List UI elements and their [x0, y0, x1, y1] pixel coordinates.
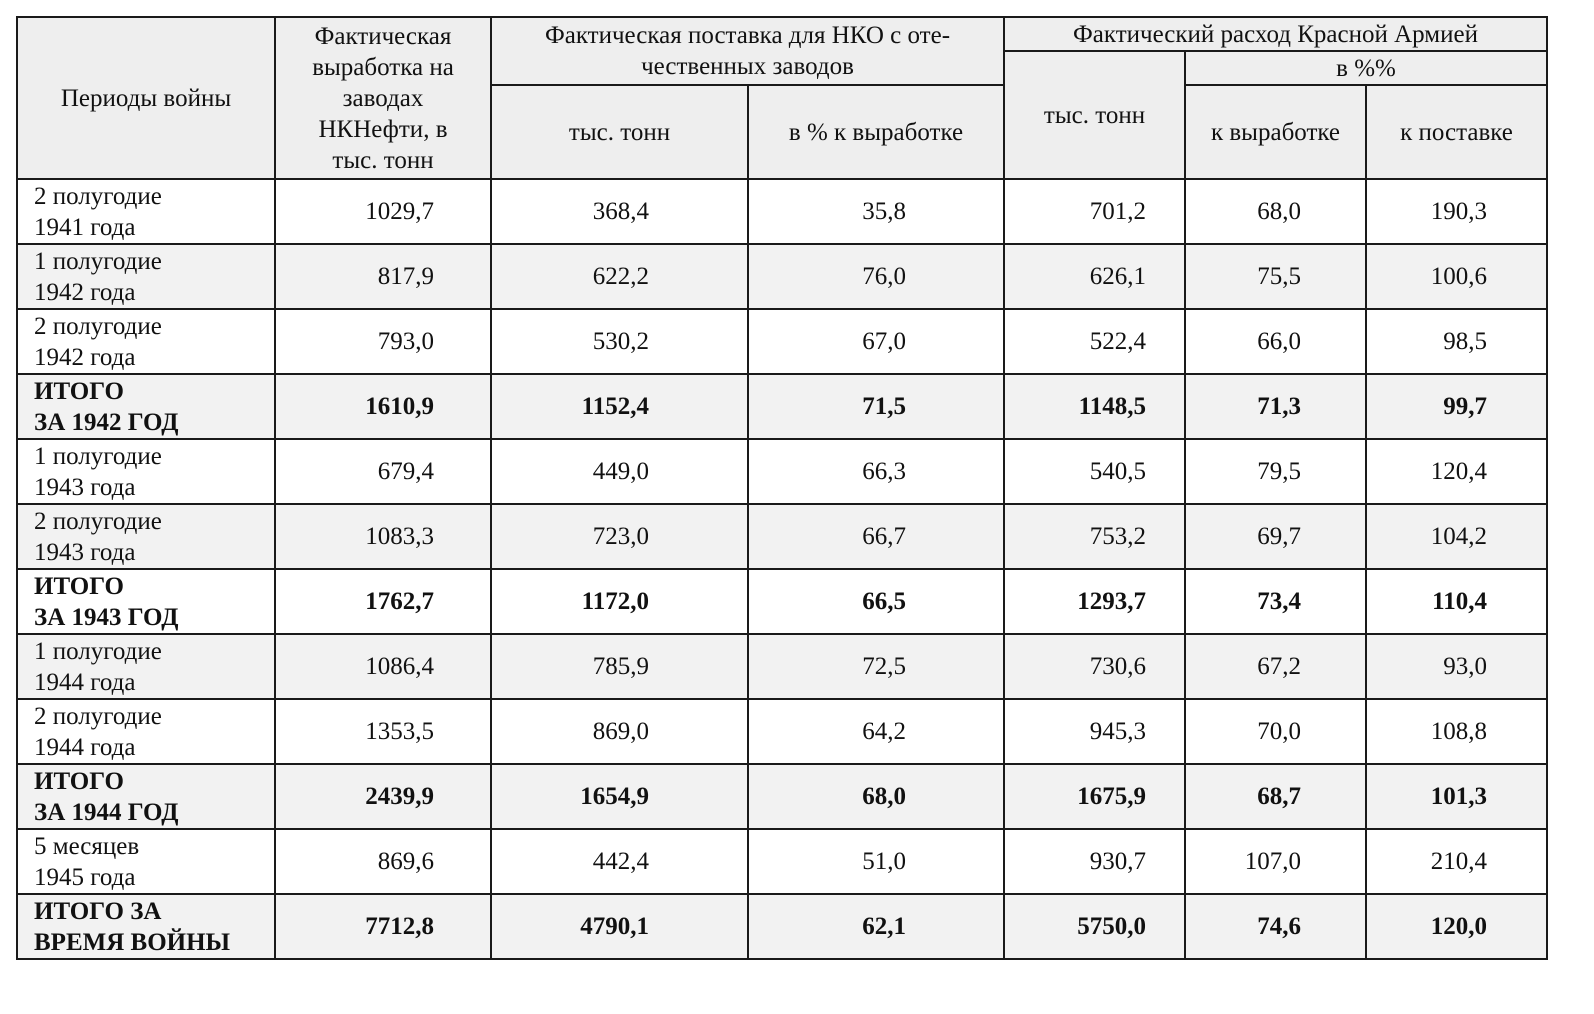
cell-pct-production: 71,3	[1185, 374, 1366, 439]
cell-supply-pct: 51,0	[748, 829, 1004, 894]
table-row	[17, 699, 1547, 764]
cell-pct-production: 67,2	[1185, 634, 1366, 699]
row-period-label-line: 1944 года	[34, 733, 136, 761]
header-production-line: тыс. тонн	[332, 146, 434, 174]
row-period-label-line: 1 полугодие	[34, 247, 162, 275]
row-period-label	[17, 634, 275, 699]
cell-consumption-tons: 753,2	[1004, 504, 1185, 569]
cell-pct-production: 68,7	[1185, 764, 1366, 829]
cell-supply-pct: 71,5	[748, 374, 1004, 439]
row-period-label-line: ЗА 1944 ГОД	[34, 798, 179, 826]
cell-pct-supply: 120,4	[1366, 439, 1547, 504]
header-to-supply: к поставке	[1366, 85, 1547, 179]
row-period-label-line: ЗА 1942 ГОД	[34, 408, 179, 436]
row-period-label	[17, 894, 275, 959]
cell-supply-pct: 62,1	[748, 894, 1004, 959]
row-period-label-line: 1941 года	[34, 213, 136, 241]
header-supply-group	[491, 17, 1004, 85]
cell-pct-production: 107,0	[1185, 829, 1366, 894]
header-consumption-tons: тыс. тонн	[1004, 51, 1185, 179]
row-period-label	[17, 439, 275, 504]
row-period-label-line: 1943 года	[34, 473, 136, 501]
cell-pct-supply: 110,4	[1366, 569, 1547, 634]
table-row	[17, 829, 1547, 894]
cell-supply-tons: 1152,4	[491, 374, 748, 439]
header-period: Периоды войны	[17, 17, 275, 179]
cell-pct-production: 69,7	[1185, 504, 1366, 569]
row-period-label-line: ВРЕМЯ ВОЙНЫ	[34, 928, 231, 956]
cell-supply-pct: 76,0	[748, 244, 1004, 309]
cell-supply-pct: 66,7	[748, 504, 1004, 569]
cell-production: 1083,3	[275, 504, 491, 569]
cell-supply-tons: 4790,1	[491, 894, 748, 959]
table-row	[17, 309, 1547, 374]
row-period-label-line: 1 полугодие	[34, 442, 162, 470]
table-row	[17, 894, 1547, 959]
row-period-label	[17, 244, 275, 309]
cell-pct-supply: 120,0	[1366, 894, 1547, 959]
header-supply-line: Фактическая поставка для НКО с оте-	[544, 22, 951, 49]
row-period-label-line: 2 полугодие	[34, 182, 162, 210]
cell-supply-tons: 622,2	[491, 244, 748, 309]
table-row	[17, 439, 1547, 504]
cell-pct-supply: 99,7	[1366, 374, 1547, 439]
header-consumption-group: Фактический расход Красной Армией	[1004, 17, 1547, 51]
cell-consumption-tons: 930,7	[1004, 829, 1185, 894]
cell-consumption-tons: 1148,5	[1004, 374, 1185, 439]
table-row	[17, 764, 1547, 829]
header-production	[275, 17, 491, 179]
cell-supply-tons: 530,2	[491, 309, 748, 374]
header-production-line: НКНефти, в	[318, 115, 448, 143]
cell-pct-production: 73,4	[1185, 569, 1366, 634]
cell-supply-pct: 64,2	[748, 699, 1004, 764]
row-period-label-line: 1 полугодие	[34, 637, 162, 665]
cell-supply-tons: 869,0	[491, 699, 748, 764]
row-period-label-line: ИТОГО ЗА	[34, 897, 162, 925]
cell-supply-tons: 442,4	[491, 829, 748, 894]
cell-production: 869,6	[275, 829, 491, 894]
row-period-label-line: 1942 года	[34, 278, 136, 306]
table-row	[17, 634, 1547, 699]
table-header	[17, 17, 1547, 179]
cell-production: 1762,7	[275, 569, 491, 634]
row-period-label	[17, 309, 275, 374]
header-production-line: Фактическая	[314, 22, 452, 50]
cell-pct-supply: 104,2	[1366, 504, 1547, 569]
cell-pct-supply: 210,4	[1366, 829, 1547, 894]
row-period-label-line: ИТОГО	[34, 572, 124, 600]
cell-pct-production: 66,0	[1185, 309, 1366, 374]
cell-supply-tons: 449,0	[491, 439, 748, 504]
cell-production: 1086,4	[275, 634, 491, 699]
row-period-label	[17, 829, 275, 894]
cell-pct-production: 74,6	[1185, 894, 1366, 959]
cell-pct-production: 75,5	[1185, 244, 1366, 309]
row-period-label-line: ИТОГО	[34, 377, 124, 405]
cell-consumption-tons: 540,5	[1004, 439, 1185, 504]
cell-consumption-tons: 1293,7	[1004, 569, 1185, 634]
table-row	[17, 244, 1547, 309]
header-consumption-pct-group: в %%	[1185, 51, 1547, 85]
cell-consumption-tons: 1675,9	[1004, 764, 1185, 829]
row-period-label-line: 1945 года	[34, 863, 136, 891]
row-period-label-line: 2 полугодие	[34, 312, 162, 340]
table-row	[17, 374, 1547, 439]
cell-supply-tons: 1172,0	[491, 569, 748, 634]
header-production-line: выработка на	[312, 53, 454, 81]
cell-supply-pct: 66,5	[748, 569, 1004, 634]
cell-production: 1353,5	[275, 699, 491, 764]
cell-supply-tons: 368,4	[491, 179, 748, 244]
row-period-label-line: 2 полугодие	[34, 507, 162, 535]
cell-consumption-tons: 730,6	[1004, 634, 1185, 699]
cell-supply-pct: 72,5	[748, 634, 1004, 699]
header-supply-tons: тыс. тонн	[491, 85, 748, 179]
cell-pct-supply: 98,5	[1366, 309, 1547, 374]
cell-pct-supply: 101,3	[1366, 764, 1547, 829]
cell-consumption-tons: 626,1	[1004, 244, 1185, 309]
cell-consumption-tons: 945,3	[1004, 699, 1185, 764]
row-period-label-line: ЗА 1943 ГОД	[34, 603, 179, 631]
row-period-label-line: 5 месяцев	[34, 832, 140, 860]
row-period-label-line: 1943 года	[34, 538, 136, 566]
row-period-label-line: 2 полугодие	[34, 702, 162, 730]
header-supply-line: чественных заводов	[641, 53, 854, 80]
cell-pct-supply: 100,6	[1366, 244, 1547, 309]
cell-production: 1610,9	[275, 374, 491, 439]
table-row	[17, 504, 1547, 569]
cell-production: 679,4	[275, 439, 491, 504]
cell-pct-production: 79,5	[1185, 439, 1366, 504]
cell-pct-supply: 108,8	[1366, 699, 1547, 764]
row-period-label	[17, 569, 275, 634]
cell-pct-supply: 190,3	[1366, 179, 1547, 244]
row-period-label-line: 1944 года	[34, 668, 136, 696]
row-period-label-line: 1942 года	[34, 343, 136, 371]
row-period-label	[17, 504, 275, 569]
row-period-label	[17, 699, 275, 764]
cell-production: 7712,8	[275, 894, 491, 959]
cell-supply-pct: 66,3	[748, 439, 1004, 504]
cell-consumption-tons: 522,4	[1004, 309, 1185, 374]
cell-supply-pct: 35,8	[748, 179, 1004, 244]
cell-consumption-tons: 701,2	[1004, 179, 1185, 244]
cell-production: 1029,7	[275, 179, 491, 244]
table-body	[17, 179, 1547, 959]
table-wrapper	[16, 16, 1548, 960]
cell-production: 817,9	[275, 244, 491, 309]
cell-supply-tons: 1654,9	[491, 764, 748, 829]
fuel-statistics-table	[16, 16, 1548, 960]
header-supply-pct: в % к выработке	[748, 85, 1004, 179]
cell-supply-pct: 68,0	[748, 764, 1004, 829]
row-period-label	[17, 179, 275, 244]
row-period-label	[17, 764, 275, 829]
cell-supply-tons: 723,0	[491, 504, 748, 569]
cell-pct-production: 70,0	[1185, 699, 1366, 764]
table-row	[17, 569, 1547, 634]
header-to-production: к выработке	[1185, 85, 1366, 179]
row-period-label-line: ИТОГО	[34, 767, 124, 795]
cell-production: 2439,9	[275, 764, 491, 829]
cell-supply-tons: 785,9	[491, 634, 748, 699]
table-row	[17, 179, 1547, 244]
cell-production: 793,0	[275, 309, 491, 374]
row-period-label	[17, 374, 275, 439]
cell-pct-supply: 93,0	[1366, 634, 1547, 699]
cell-pct-production: 68,0	[1185, 179, 1366, 244]
cell-supply-pct: 67,0	[748, 309, 1004, 374]
header-production-line: заводах	[342, 84, 424, 112]
cell-consumption-tons: 5750,0	[1004, 894, 1185, 959]
